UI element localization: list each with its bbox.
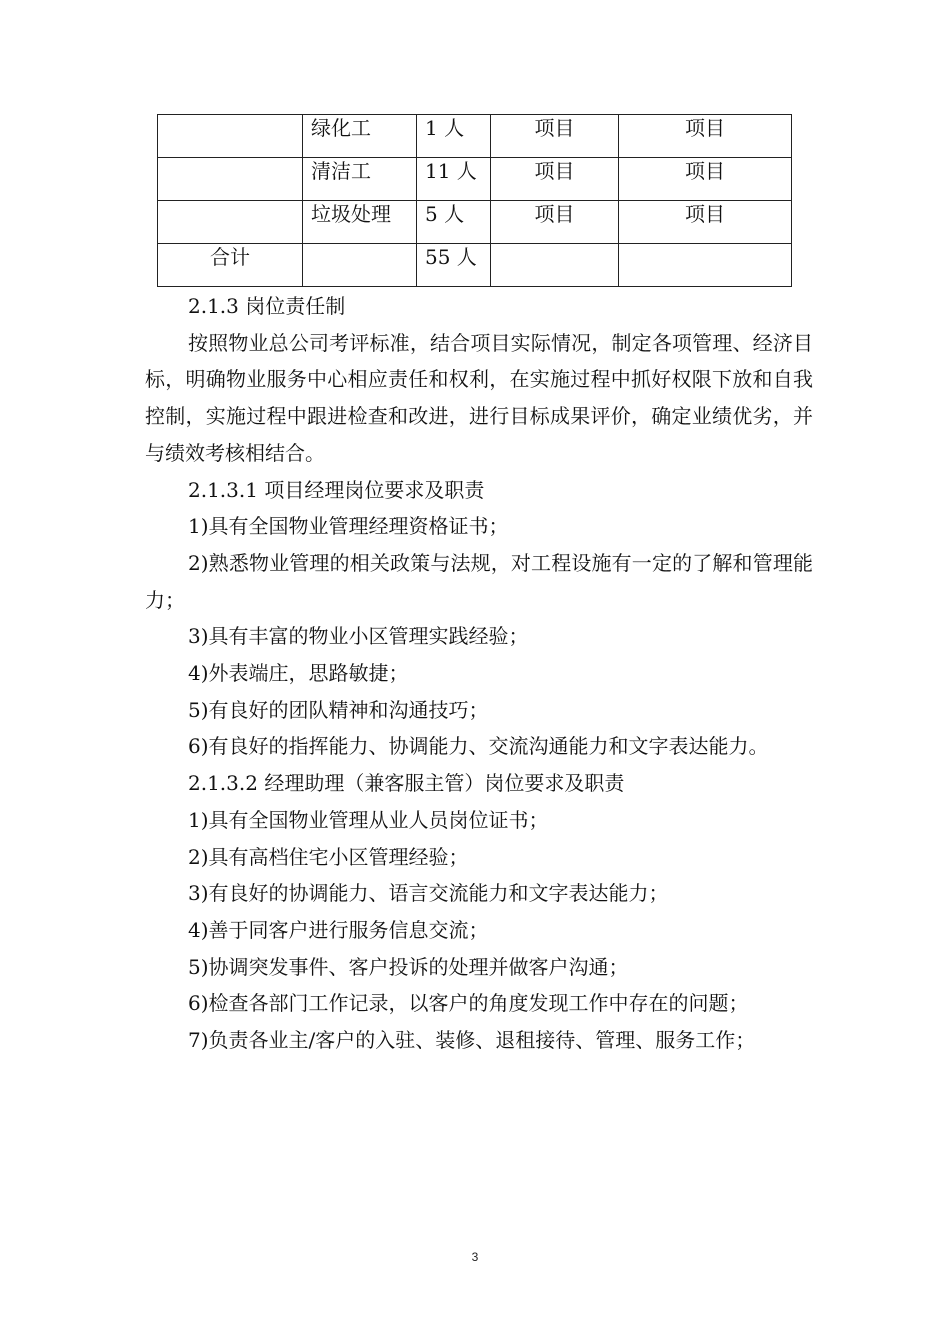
paragraph: 3)具有丰富的物业小区管理实践经验；	[188, 624, 529, 649]
table-cell: 绿化工	[303, 115, 417, 158]
paragraph: 7)负责各业主/客户的入驻、装修、退租接待、管理、服务工作；	[188, 1028, 756, 1053]
page-number: 3	[471, 1250, 479, 1264]
paragraph: 2)熟悉物业管理的相关政策与法规，对工程设施有一定的了解和管理能力；	[145, 550, 813, 612]
table-cell	[303, 244, 417, 287]
table-cell	[491, 244, 619, 287]
table-cell: 5 人	[417, 201, 491, 244]
table-cell: 清洁工	[303, 158, 417, 201]
paragraph: 2)具有高档住宅小区管理经验；	[188, 844, 469, 869]
paragraph: 1)具有全国物业管理从业人员岗位证书；	[188, 807, 549, 832]
paragraph: 4)外表端庄，思路敏捷；	[188, 661, 409, 686]
paragraph: 2.1.3 岗位责任制	[188, 294, 346, 318]
table-cell	[158, 158, 303, 201]
paragraph: 2.1.3.1 项目经理岗位要求及职责	[188, 477, 485, 502]
table-cell: 项目	[619, 115, 792, 158]
table-cell: 项目	[619, 201, 792, 244]
table-cell: 项目	[491, 115, 619, 158]
paragraph: 5)协调突发事件、客户投诉的处理并做客户沟通；	[188, 954, 629, 979]
body-text	[145, 288, 813, 1059]
paragraph: 5)有良好的团队精神和沟通技巧；	[188, 697, 489, 722]
table-cell: 项目	[491, 158, 619, 201]
paragraph: 6)检查各部门工作记录，以客户的角度发现工作中存在的问题；	[188, 991, 749, 1016]
table-cell	[158, 201, 303, 244]
paragraph: 6)有良好的指挥能力、协调能力、交流沟通能力和文字表达能力。	[188, 734, 769, 759]
table-cell: 合计	[158, 244, 303, 287]
table-cell: 项目	[619, 158, 792, 201]
table-row	[158, 158, 792, 201]
table-cell	[619, 244, 792, 287]
paragraph: 2.1.3.2 经理助理（兼客服主管）岗位要求及职责	[188, 771, 625, 796]
table-row	[158, 201, 792, 244]
table-cell: 项目	[491, 201, 619, 244]
paragraph: 3)有良好的协调能力、语言交流能力和文字表达能力；	[188, 881, 669, 906]
table-cell: 垃圾处理	[303, 201, 417, 244]
table-cell: 55 人	[417, 244, 491, 287]
table-cell	[158, 115, 303, 158]
table-cell: 1 人	[417, 115, 491, 158]
staff-table-body	[158, 115, 792, 287]
paragraph: 按照物业总公司考评标准，结合项目实际情况，制定各项管理、经济目标，明确物业服务中心相应责任和权利，在实施过程中抓好权限下放和自我控制，实施过程中跟进检查和改进，进行目标成果评价，确定业绩优劣，并与绩效考核相结合。	[145, 330, 813, 465]
staff-table	[157, 114, 792, 287]
table-row	[158, 244, 792, 287]
paragraph: 1)具有全国物业管理经理资格证书；	[188, 514, 509, 539]
table-cell: 11 人	[417, 158, 491, 201]
paragraph: 4)善于同客户进行服务信息交流；	[188, 917, 489, 942]
table-row	[158, 115, 792, 158]
